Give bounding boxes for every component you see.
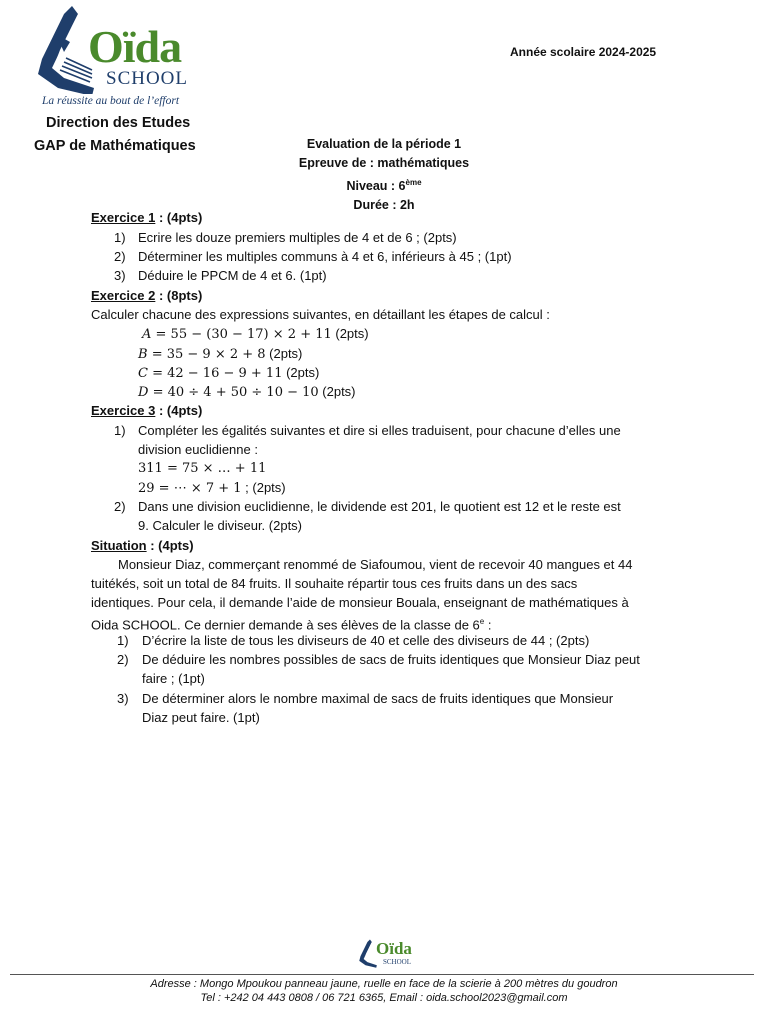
footer-logo: [358, 936, 418, 972]
ex3-item1-line1: Compléter les égalités suivantes et dire si elles traduisent, pour chacune d’elles une: [138, 423, 621, 438]
situation-para-line: identiques. Pour cela, il demande l’aide de monsieur Bouala, enseignant de mathématiques à: [91, 595, 629, 610]
ex3-equation-2: 29 = ⋯ × 7 + 1 ; (2pts): [138, 480, 286, 496]
ex1-heading: Exercice 1 : (4pts): [91, 210, 203, 225]
situation-para-line: tuitékés, soit un total de 84 fruits. Il souhaite répartir tous ces fruits dans un des sacs: [91, 576, 578, 591]
logo-brand: Oïda: [88, 21, 182, 72]
footer-divider: [10, 974, 754, 975]
situation-item-num: 2): [117, 652, 129, 667]
ex1-item-num: 3): [114, 268, 126, 283]
footer-logo-brand: Oïda: [376, 939, 412, 958]
ex2-expr-a: A = 55 − (30 − 17) × 2 + 11 (2pts): [142, 326, 369, 342]
situation-item-num: 3): [117, 691, 129, 706]
ex3-heading: Exercice 3 : (4pts): [91, 403, 203, 418]
situation-para-line: Monsieur Diaz, commerçant renommé de Siafoumou, vient de recevoir 40 mangues et 44: [118, 557, 633, 572]
situation-heading: Situation : (4pts): [91, 538, 194, 553]
ex2-expr-b: B = 35 − 9 × 2 + 8 (2pts): [138, 346, 303, 362]
direction-label: Direction des Etudes: [46, 115, 191, 131]
ex2-intro: Calculer chacune des expressions suivantes, en détaillant les étapes de calcul :: [91, 307, 550, 322]
school-logo: [34, 4, 204, 112]
situation-item-text: De déduire les nombres possibles de sacs de fruits identiques que Monsieur Diaz peut: [142, 652, 640, 667]
situation-item-text: Diaz peut faire. (1pt): [142, 710, 260, 725]
title-line-1: Evaluation de la période 1: [306, 137, 462, 151]
logo-school: SCHOOL: [106, 68, 189, 89]
ex1-item-text: Ecrire les douze premiers multiples de 4 et de 6 ; (2pts): [138, 230, 457, 245]
ex1-item-text: Déterminer les multiples communs à 4 et 6, inférieurs à 45 ; (1pt): [138, 249, 512, 264]
title-block: [234, 135, 534, 215]
ex2-expr-d: D = 40 ÷ 4 + 50 ÷ 10 − 10 (2pts): [138, 384, 356, 400]
ex3-item-num: 1): [114, 423, 126, 438]
ex3-item2-line2: 9. Calculer le diviseur. (2pts): [138, 518, 303, 533]
situation-item-text: De déterminer alors le nombre maximal de sacs de fruits identiques que Monsieur: [142, 691, 614, 706]
gap-label: GAP de Mathématiques: [34, 138, 196, 154]
ex3-item-num: 2): [114, 499, 126, 514]
ex1-item-num: 2): [114, 249, 126, 264]
ex1-item-text: Déduire le PPCM de 4 et 6. (1pt): [138, 268, 327, 283]
ex3-equation-1: 311 = 75 × … + 11: [138, 461, 267, 476]
ex2-heading: Exercice 2 : (8pts): [91, 288, 203, 303]
title-line-2: Epreuve de : mathématiques: [298, 156, 470, 170]
school-year: Année scolaire 2024-2025: [510, 45, 657, 59]
situation-item-num: 1): [117, 633, 129, 648]
title-niveau: Niveau : 6ème: [346, 178, 422, 194]
ex1-item-num: 1): [114, 230, 126, 245]
footer-address: Adresse : Mongo Mpoukou panneau jaune, ruelle en face de la scierie à 200 mètres du goudron: [150, 978, 618, 990]
footer-contact: Tel : +242 04 443 0808 / 06 721 6365, Email : oida.school2023@gmail.com: [200, 992, 568, 1004]
ex3-item1-line2: division euclidienne :: [138, 442, 258, 457]
ex3-item2-line1: Dans une division euclidienne, le dividende est 201, le quotient est 12 et le reste est: [138, 499, 621, 514]
situation-item-text: faire ; (1pt): [142, 671, 205, 686]
title-duree: Durée : 2h: [353, 198, 415, 213]
footer-logo-school: SCHOOL: [383, 958, 412, 966]
situation-para-line: Oida SCHOOL. Ce dernier demande à ses élèves de la classe de 6e :: [91, 617, 492, 633]
ex2-expr-c: C = 42 − 16 − 9 + 11 (2pts): [138, 365, 320, 381]
situation-item-text: D’écrire la liste de tous les diviseurs de 40 et celle des diviseurs de 44 ; (2pts): [142, 633, 590, 648]
logo-tagline: La réussite au bout de l’effort: [42, 95, 180, 107]
